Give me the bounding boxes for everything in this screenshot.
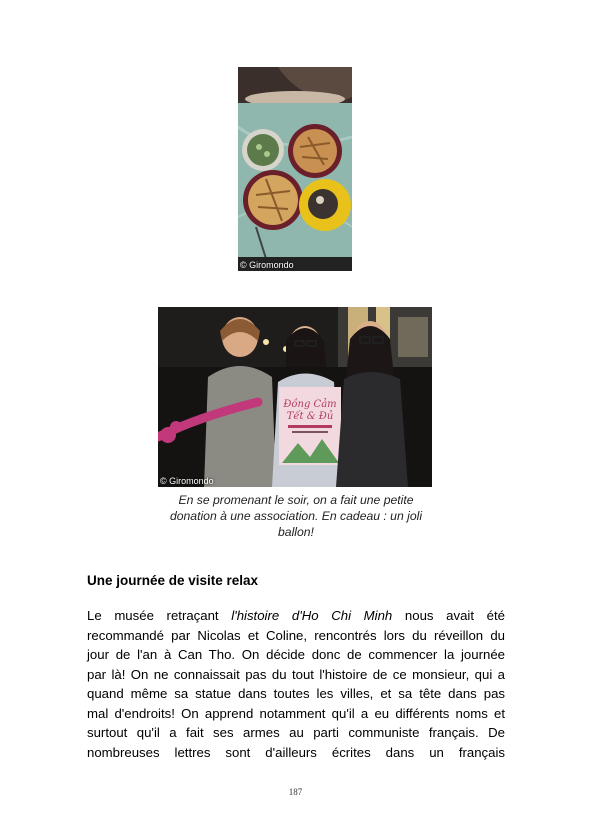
group-photo bbox=[158, 307, 432, 487]
group-photo-illustration bbox=[158, 307, 432, 487]
paragraph-line: par là! On ne connaissait pas du tout l'histoire de ce monsieur, qui a bbox=[87, 666, 505, 682]
paragraph-line: nombreuses lettres sont d'ailleurs écrites dans un français bbox=[87, 744, 505, 760]
photo-caption: En se promenant le soir, on a fait une petite donation à une association. En cadeau : un joli ballon! bbox=[169, 493, 423, 539]
paragraph-line: mal d'endroits! On apprend notamment qu'il a eu différents noms et bbox=[87, 705, 505, 721]
photo-watermark: © Giromondo bbox=[160, 476, 214, 486]
page-number: 187 bbox=[288, 787, 303, 797]
paragraph-line: recommandé par Nicolas et Coline, rencontrés lors du réveillon du bbox=[87, 627, 505, 643]
paragraph-line: jour de l'an à Can Tho. On décide donc de commencer la journée bbox=[87, 647, 505, 662]
italic-text: l'histoire d'Ho Chi Minh bbox=[231, 608, 393, 623]
svg-text:Tết & Đủ: Tết & Đủ bbox=[286, 411, 334, 422]
section-heading: Une journée de visite relax bbox=[87, 573, 259, 588]
paragraph-line: surtout qu'il a fait ses armes au parti communiste français. De bbox=[87, 725, 505, 740]
svg-text:Đồng Cảm: Đồng Cảm bbox=[283, 399, 337, 410]
food-photo-illustration bbox=[238, 67, 352, 271]
food-photo bbox=[238, 67, 352, 271]
paragraph-line bbox=[87, 606, 505, 626]
paragraph-line: quand même sa statue dans toutes les villes, et sa tête dans pas bbox=[87, 686, 505, 701]
photo-watermark: © Giromondo bbox=[240, 260, 294, 270]
body-paragraph bbox=[87, 606, 505, 762]
line-text: Le musée retraçant bbox=[87, 608, 232, 623]
line-text: nous avait été bbox=[392, 608, 505, 623]
